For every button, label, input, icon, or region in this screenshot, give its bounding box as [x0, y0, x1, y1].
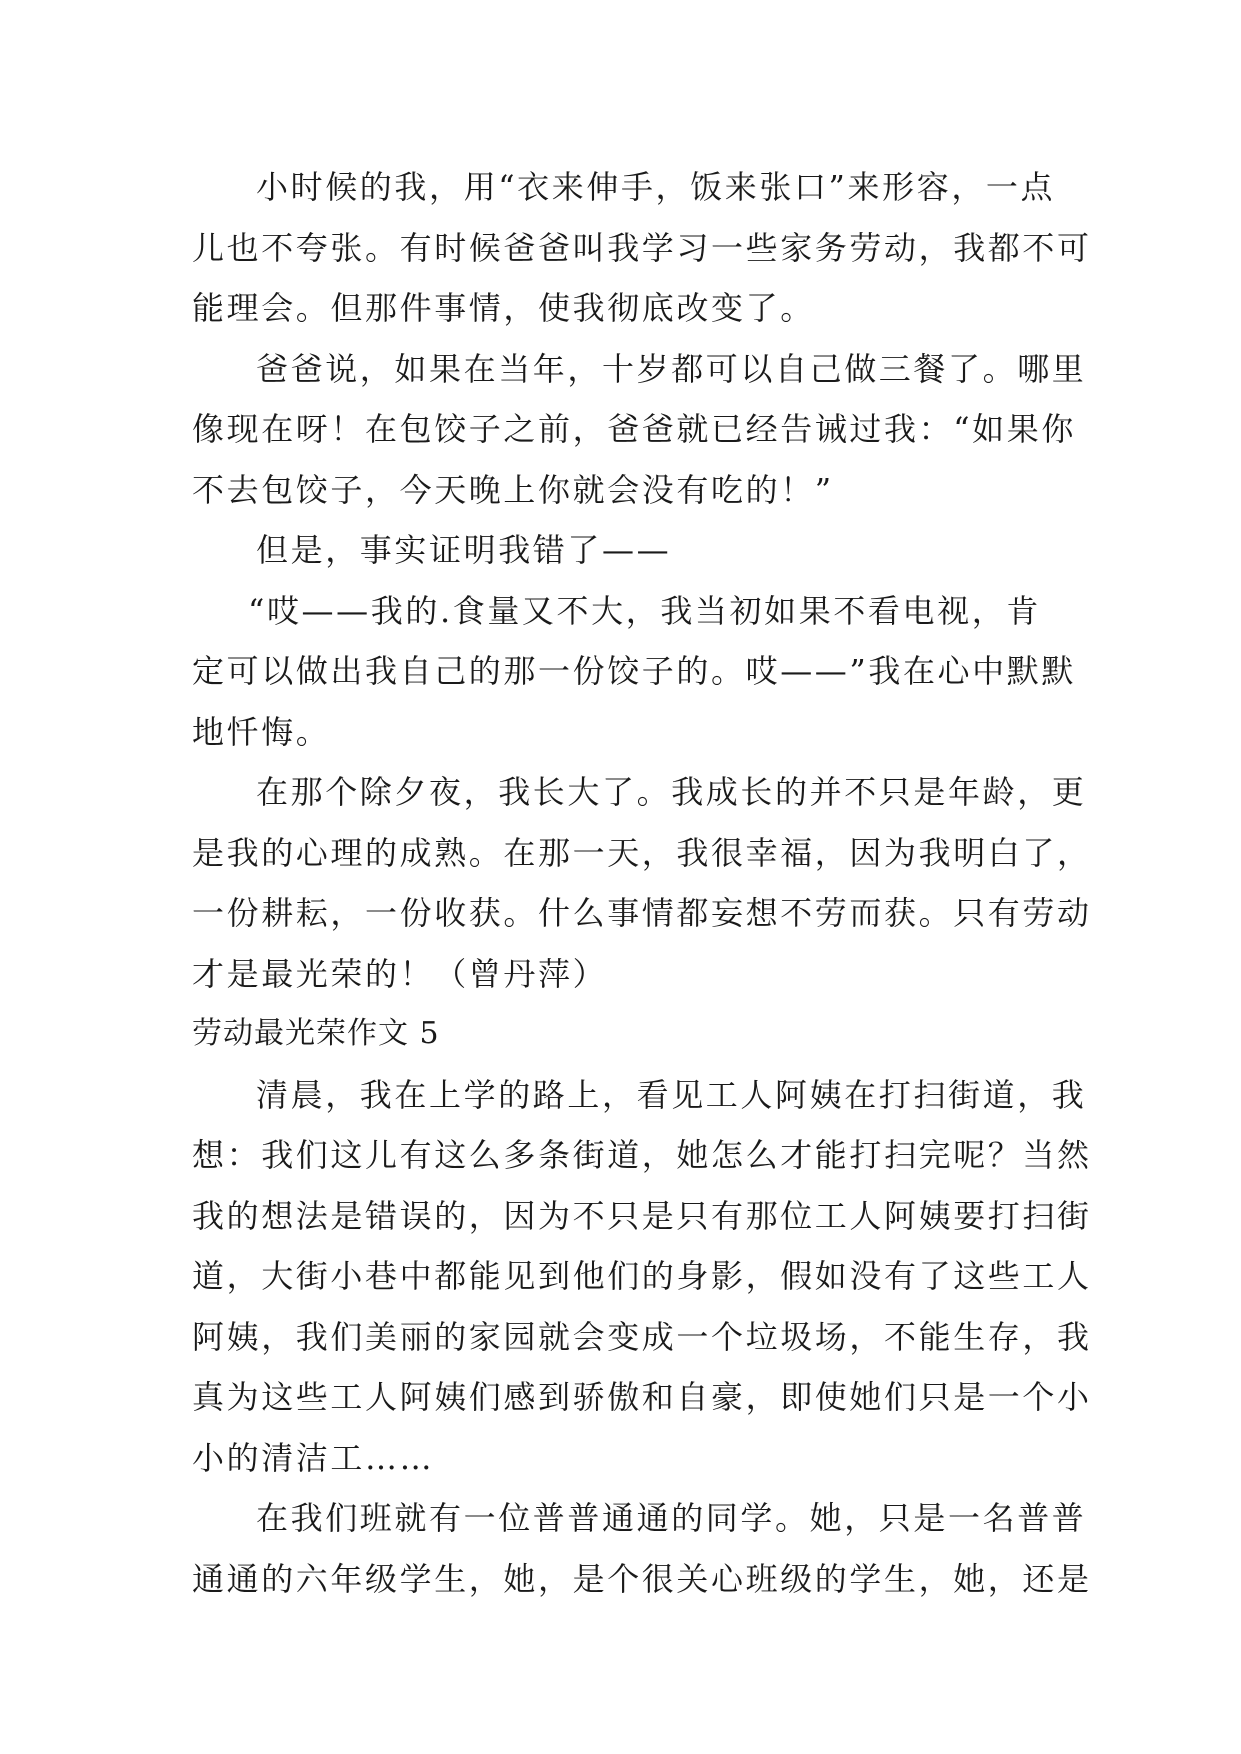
text-line: 阿姨，我们美丽的家园就会变成一个垃圾场，不能生存，我 — [192, 1317, 1092, 1356]
text-line: 不去包饺子，今天晚上你就会没有吃的！” — [192, 470, 834, 509]
document-page — [192, 157, 1092, 1609]
text-line: 小的清洁工…… — [192, 1438, 435, 1477]
paragraph — [192, 339, 1087, 521]
text-line: 想：我们这儿有这么多条街道，她怎么才能打扫完呢？当然 — [192, 1136, 1092, 1174]
text-line: 像现在呀！在包饺子之前，爸爸就已经告诫过我：“如果你 — [192, 410, 1076, 448]
text-line: 在我们班就有一位普普通通的同学。她，只是一名普普 — [256, 1499, 1087, 1537]
text-line: “哎——我的.食量又不大，我当初如果不看电视，肯 — [248, 591, 1041, 630]
text-line: 小时候的我，用“衣来伸手，饭来张口”来形容，一点 — [256, 168, 1056, 206]
paragraph — [192, 520, 1052, 581]
text-line: 爸爸说，如果在当年，十岁都可以自己做三餐了。哪里 — [256, 349, 1087, 388]
paragraph — [192, 157, 1092, 339]
paragraph — [192, 1065, 1092, 1489]
text-line: 儿也不夸张。有时候爸爸叫我学习一些家务劳动，我都不可 — [192, 228, 1092, 267]
section-heading: 劳动最光荣作文 5 — [192, 1016, 440, 1051]
text-line: 清晨，我在上学的路上，看见工人阿姨在打扫街道，我 — [256, 1075, 1087, 1114]
text-line: 但是，事实证明我错了—— — [256, 531, 672, 569]
text-line: 通通的六年级学生，她，是个很关心班级的学生，她，还是 — [192, 1559, 1092, 1598]
text-line: 真为这些工人阿姨们感到骄傲和自豪，即使她们只是一个小 — [192, 1378, 1092, 1416]
text-line: 能理会。但那件事情，使我彻底改变了。 — [192, 289, 815, 327]
text-line: 我的想法是错误的，因为不只是只有那位工人阿姨要打扫街 — [192, 1196, 1092, 1235]
paragraph — [192, 762, 1092, 1004]
paragraph — [192, 581, 1076, 763]
paragraph — [192, 1488, 1092, 1609]
text-line: 在那个除夕夜，我长大了。我成长的并不只是年龄，更 — [256, 773, 1087, 811]
text-line: 一份耕耘，一份收获。什么事情都妄想不劳而获。只有劳动 — [192, 894, 1092, 932]
text-line: 地忏悔。 — [192, 712, 331, 751]
text-line: 定可以做出我自己的那一份饺子的。哎——”我在心中默默 — [192, 652, 1076, 690]
text-line: 才是最光荣的！（曾丹萍） — [192, 954, 608, 993]
text-line: 道，大街小巷中都能见到他们的身影，假如没有了这些工人 — [192, 1257, 1092, 1295]
text-line: 是我的心理的成熟。在那一天，我很幸福，因为我明白了， — [192, 833, 1092, 872]
